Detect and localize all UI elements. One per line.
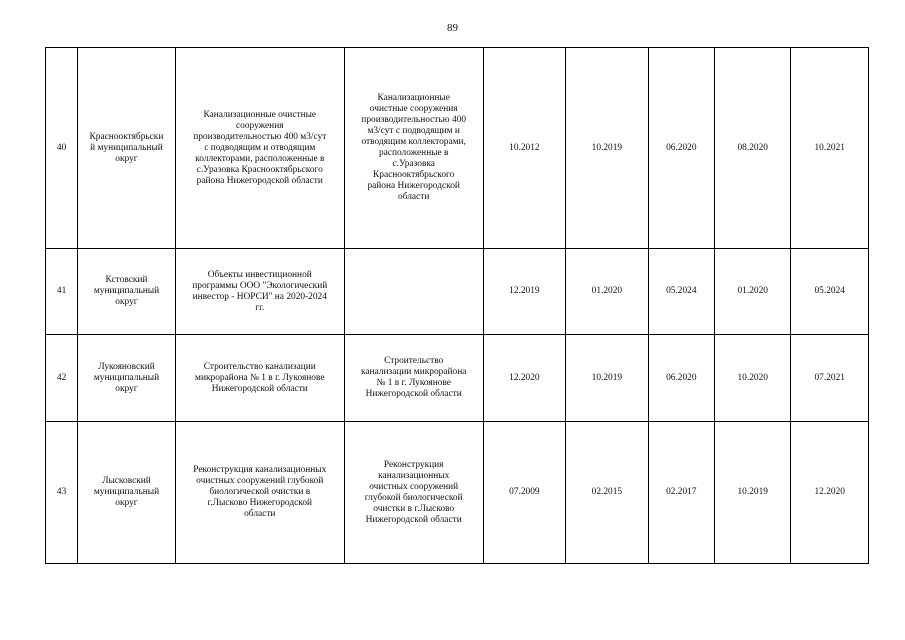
date-cell: 01.2020 — [715, 249, 791, 335]
row-number: 41 — [46, 249, 78, 335]
date-cell: 10.2019 — [566, 48, 649, 249]
date-cell: 05.2024 — [648, 249, 714, 335]
object-name-cell: Строительство канализации микрорайона № 1 в г. Лукоянове Нижегородской области — [175, 335, 344, 422]
table-row — [46, 422, 869, 564]
object-description-cell — [344, 249, 483, 335]
object-description-cell: Строительство канализации микрорайона № 1 в г. Лукоянове Нижегородской области — [344, 335, 483, 422]
object-name-cell: Реконструкция канализационных очистных сооружений глубокой биологической очистки в г.Лысково Нижегородской области — [175, 422, 344, 564]
date-cell: 10.2019 — [715, 422, 791, 564]
date-cell: 12.2019 — [483, 249, 566, 335]
row-number: 43 — [46, 422, 78, 564]
date-cell: 10.2019 — [566, 335, 649, 422]
object-description-cell: Реконструкция канализационных очистных сооружений глубокой биологической очистки в г.Лысково Нижегородской области — [344, 422, 483, 564]
date-cell: 06.2020 — [648, 335, 714, 422]
table-row — [46, 335, 869, 422]
date-cell: 02.2015 — [566, 422, 649, 564]
date-cell: 10.2020 — [715, 335, 791, 422]
municipality-cell: Лукояновский муниципальный округ — [78, 335, 176, 422]
date-cell: 05.2024 — [791, 249, 869, 335]
date-cell: 12.2020 — [483, 335, 566, 422]
row-number: 42 — [46, 335, 78, 422]
table-row — [46, 48, 869, 249]
object-name-cell: Объекты инвестиционной программы ООО "Экологический инвестор - НОРСИ" на 2020-2024 гг. — [175, 249, 344, 335]
object-name-cell: Канализационные очистные сооружения производительностью 400 м3/сут с подводящим и отводящим коллекторами, расположенные в с.Уразовка Краснооктябрьского района Нижегородской области — [175, 48, 344, 249]
date-cell: 08.2020 — [715, 48, 791, 249]
date-cell: 07.2009 — [483, 422, 566, 564]
date-cell: 12.2020 — [791, 422, 869, 564]
row-number: 40 — [46, 48, 78, 249]
object-description-cell: Канализационные очистные сооружения производительностью 400 м3/сут с подводящим и отводящим коллекторами, расположенные в с.Уразовка Краснооктябрьского района Нижегородской области — [344, 48, 483, 249]
date-cell: 10.2021 — [791, 48, 869, 249]
date-cell: 07.2021 — [791, 335, 869, 422]
date-cell: 01.2020 — [566, 249, 649, 335]
page-number: 89 — [447, 22, 458, 34]
municipality-cell: Кстовский муниципальный округ — [78, 249, 176, 335]
table-row — [46, 249, 869, 335]
objects-table — [45, 47, 869, 564]
municipality-cell: Краснооктябрьски й муниципальный округ — [78, 48, 176, 249]
date-cell: 02.2017 — [648, 422, 714, 564]
date-cell: 10.2012 — [483, 48, 566, 249]
date-cell: 06.2020 — [648, 48, 714, 249]
municipality-cell: Лысковский муниципальный округ — [78, 422, 176, 564]
